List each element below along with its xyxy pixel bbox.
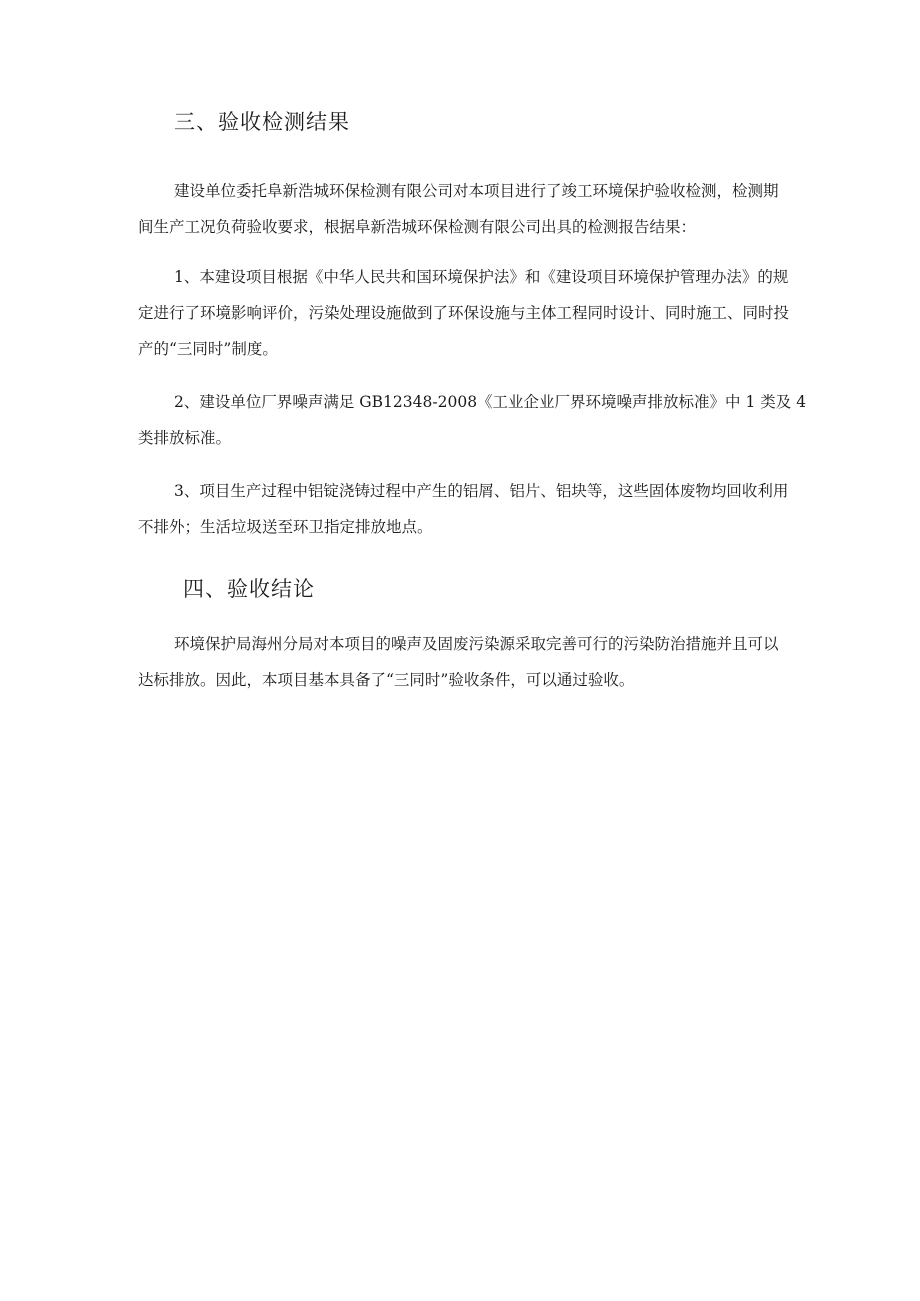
paragraph-line: 不排外；生活垃圾送至环卫指定排放地点。 xyxy=(138,518,433,536)
paragraph-line: 定进行了环境影响评价，污染处理设施做到了环保设施与主体工程同时设计、同时施工、同时投 xyxy=(138,304,790,322)
paragraph-line: 达标排放。因此，本项目基本具备了“三同时”验收条件，可以通过验收。 xyxy=(138,671,635,689)
paragraph-line: 3、项目生产过程中铝锭浇铸过程中产生的铝屑、铝片、铝块等，这些固体废物均回收利用 xyxy=(174,482,789,500)
paragraph-line: 类排放标准。 xyxy=(138,429,232,447)
section-heading-4: 四、验收结论 xyxy=(183,577,315,601)
paragraph-line: 建设单位委托阜新浩城环保检测有限公司对本项目进行了竣工环境保护验收检测，检测期 xyxy=(174,182,779,200)
paragraph-line: 间生产工况负荷验收要求，根据阜新浩城环保检测有限公司出具的检测报告结果： xyxy=(138,218,697,236)
paragraph-line: 产的“三同时”制度。 xyxy=(138,340,278,358)
paragraph-line: 环境保护局海州分局对本项目的噪声及固废污染源采取完善可行的污染防治措施并且可以 xyxy=(174,635,779,653)
result-item-3 xyxy=(138,473,789,545)
paragraph-line: 2、建设单位厂界噪声满足 GB12348-2008《工业企业厂界环境噪声排放标准》中 1 类及 4 xyxy=(174,393,807,411)
section-3-intro-paragraph xyxy=(138,173,784,245)
paragraph-line: 1、本建设项目根据《中华人民共和国环境保护法》和《建设项目环境保护管理办法》的规 xyxy=(174,268,789,286)
conclusion-paragraph xyxy=(138,626,784,698)
section-heading-3: 三、验收检测结果 xyxy=(174,110,350,134)
result-item-2 xyxy=(138,384,807,456)
result-item-1 xyxy=(138,259,790,367)
